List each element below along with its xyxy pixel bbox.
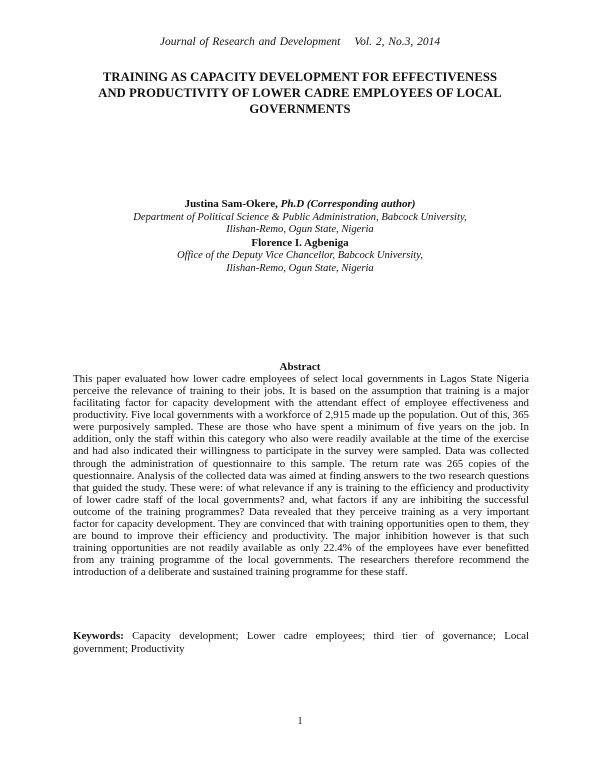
keywords-text: Capacity development; Lower cadre employees; third tier of governance; Local government; Productivity bbox=[73, 630, 529, 655]
author-block bbox=[40, 198, 560, 276]
title-line-1: TRAINING AS CAPACITY DEVELOPMENT FOR EFFECTIVENESS bbox=[102, 70, 498, 84]
abstract-body: This paper evaluated how lower cadre employees of select local governments in Lagos State Nigeria perceive the relevance of training to their jobs. It is based on the assumption that training is a major facilitating factor for capacity development with the attendant effect of employee effectiveness and productivity. Five local governments with a workforce of 2,915 made up the population. Out of this, 365 were purposively sampled. These are those who have spent a minimum of five years on the job. In addition, only the staff within this category who also were readily available at the time of the exercise and had also indicated their willingness to participate in the survey were sampled. Data was collected through the administration of questionnaire to this sample. The return rate was 265 copies of the questionnaire. Analysis of the collected data was aimed at finding answers to the two research questions that guided the study. These were: of what relevance if any is training to the efficiency and productivity of lower cadre staff of the local governments? and, what factors if any are inhibiting the successful outcome of the training programmes? Data revealed that they perceive training as a very important factor for capacity development. They are convinced that with training opportunities open to them, they are bound to improve their efficiency and productivity. The major inhibition however is that such training opportunities are not readily available as only 22.4% of the employees have ever benefitted from any training programme of the local governments. The researchers therefore recommend the introduction of a deliberate and sustained training programme for these staff. bbox=[73, 373, 529, 579]
author-1-affiliation-line-1: Department of Political Science & Public Administration, Babcock University, bbox=[133, 211, 467, 223]
title-line-3: GOVERNMENTS bbox=[249, 102, 351, 116]
author-1-affiliation-line-2: Ilishan-Remo, Ogun State, Nigeria bbox=[226, 224, 374, 236]
keywords bbox=[73, 630, 529, 655]
author-2 bbox=[40, 237, 560, 276]
paper-title bbox=[60, 69, 540, 117]
running-head bbox=[0, 36, 600, 48]
author-1-name: Justina Sam-Okere, bbox=[184, 198, 278, 210]
keywords-label: Keywords: bbox=[73, 630, 124, 642]
journal-name: Journal of Research and Development bbox=[159, 36, 341, 48]
author-2-affiliation-line-2: Ilishan-Remo, Ogun State, Nigeria bbox=[226, 262, 374, 274]
title-line-2: AND PRODUCTIVITY OF LOWER CADRE EMPLOYEES OF LOCAL bbox=[98, 86, 502, 100]
volume-info: Vol. 2, No.3, 2014 bbox=[354, 36, 441, 48]
abstract-heading: Abstract bbox=[279, 361, 321, 373]
author-2-name: Florence I. Agbeniga bbox=[251, 236, 349, 249]
author-1-credential: Ph.D (Corresponding author) bbox=[280, 198, 416, 210]
page-number: 1 bbox=[297, 716, 303, 727]
author-1 bbox=[40, 198, 560, 237]
author-2-affiliation-line-1: Office of the Deputy Vice Chancellor, Babcock University, bbox=[176, 250, 424, 262]
